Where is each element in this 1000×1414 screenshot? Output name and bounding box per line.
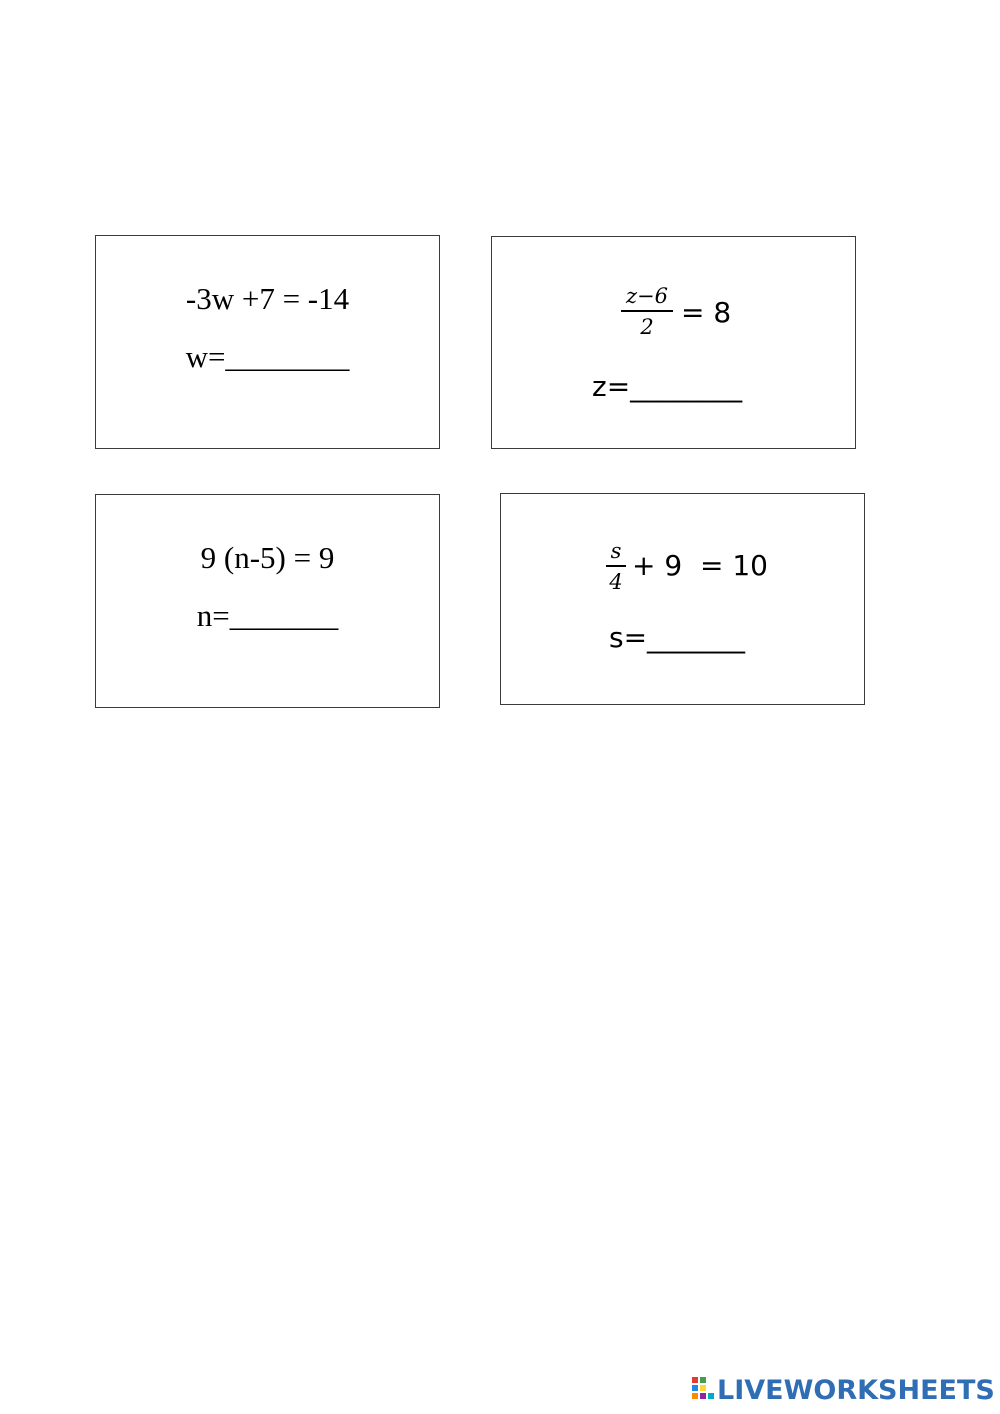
fraction xyxy=(606,539,626,594)
equation-card-4 xyxy=(500,493,865,705)
equation-card-3 xyxy=(95,494,440,708)
answer-prompt: w=________ xyxy=(185,339,350,374)
answer-prompt: n=_______ xyxy=(196,598,339,633)
fraction-denominator: 4 xyxy=(609,570,623,594)
answer-prompt: s=_______ xyxy=(609,621,746,654)
fraction-bar xyxy=(621,310,673,312)
fraction-bar xyxy=(606,565,626,567)
fraction-numerator: s xyxy=(610,539,622,563)
fraction xyxy=(621,284,673,339)
logo-text: LIVEWORKSHEETS xyxy=(717,1374,995,1406)
liveworksheets-logo-icon xyxy=(692,1377,714,1403)
equation-rest: = 8 xyxy=(681,296,732,329)
equation-rest: + 9 = 10 xyxy=(632,549,768,582)
answer-prompt: z=________ xyxy=(592,370,743,403)
equation-text: 9 (n-5) = 9 xyxy=(200,540,335,575)
equation-text: -3w +7 = -14 xyxy=(185,281,350,316)
equation-card-2 xyxy=(491,236,856,449)
equation-card-1 xyxy=(95,235,440,449)
liveworksheets-logo xyxy=(692,1375,995,1405)
fraction-denominator: 2 xyxy=(640,315,654,339)
fraction-numerator: z−6 xyxy=(625,284,669,308)
